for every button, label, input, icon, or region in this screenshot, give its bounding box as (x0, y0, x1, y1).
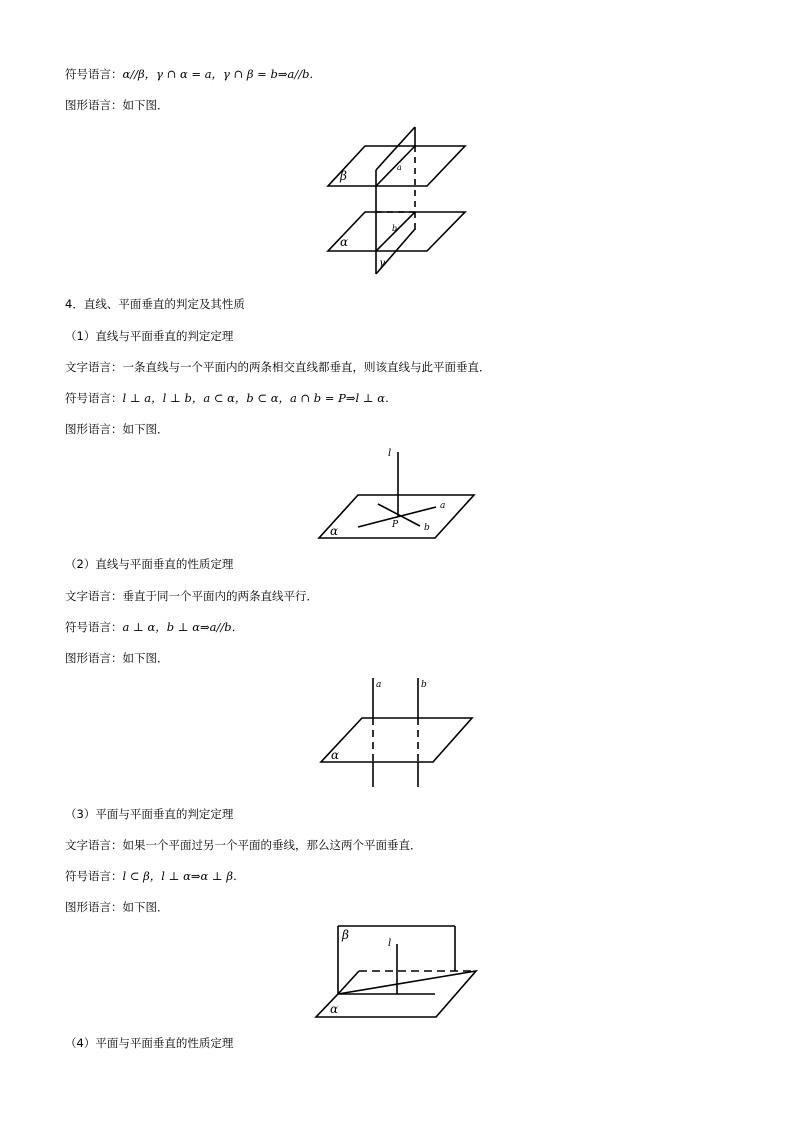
symbol-language-label: 符号语言： (65, 391, 123, 405)
figure-language-text: 如下图． (122, 900, 169, 914)
subsection-title-2: （2）直线与平面垂直的性质定理 (65, 557, 234, 571)
symbol-language-formula: a ⊥ α，b ⊥ α⇒a//b． (122, 620, 244, 634)
section-heading: 4．直线、平面垂直的判定及其性质 (65, 297, 245, 311)
fig-label-b: b (392, 224, 398, 233)
text-language-content: 垂直于同一个平面内的两条直线平行． (122, 589, 318, 603)
text-language-label: 文字语言： (65, 589, 123, 603)
figure-language-label: 图形语言： (65, 422, 123, 436)
fig-label-beta: β (340, 169, 347, 183)
fig-label-gamma: γ (379, 258, 385, 269)
fig-label-l: l (388, 448, 392, 459)
fig-label-l: l (388, 938, 392, 949)
symbol-language-formula: l ⊥ a，l ⊥ b，a ⊂ α，b ⊂ α，a ∩ b = P⇒l ⊥ α． (122, 391, 397, 405)
fig-label-b: b (421, 680, 427, 690)
fig-label-a: a (440, 501, 446, 511)
subsection-title-4: （4）平面与平面垂直的性质定理 (65, 1036, 234, 1050)
figure-language-label: 图形语言： (65, 900, 123, 914)
symbol-language-label: 符号语言： (65, 869, 123, 883)
fig-label-alpha: α (330, 1002, 339, 1016)
figure-language-text: 如下图． (122, 422, 169, 436)
fig-label-alpha: α (331, 748, 340, 762)
text-language-label: 文字语言： (65, 360, 123, 374)
subsection-title-1: （1）直线与平面垂直的判定定理 (65, 329, 234, 343)
fig-label-P: P (392, 520, 399, 530)
text-language-content: 一条直线与一个平面内的两条相交直线都垂直，则该直线与此平面垂直． (122, 360, 491, 374)
figure-language-text: 如下图． (122, 651, 169, 665)
fig-label-a: a (397, 163, 402, 172)
text-language-label: 文字语言： (65, 838, 123, 852)
symbol-language-label: 符号语言： (65, 620, 123, 634)
symbol-language-label: 符号语言： (65, 67, 123, 81)
fig-label-alpha: α (340, 235, 349, 249)
fig-label-beta: β (342, 928, 349, 942)
subsection-title-3: （3）平面与平面垂直的判定定理 (65, 807, 234, 821)
symbol-language-formula: l ⊂ β，l ⊥ α⇒α ⊥ β． (122, 869, 245, 883)
fig-label-b: b (424, 523, 430, 533)
figure-language-label: 图形语言： (65, 98, 123, 112)
figure-language-text: 如下图． (122, 98, 169, 112)
fig-label-a: a (376, 680, 382, 690)
symbol-language-formula: α//β，γ ∩ α = a，γ ∩ β = b⇒a//b． (122, 67, 321, 81)
figure-language-label: 图形语言： (65, 651, 123, 665)
fig-label-alpha: α (330, 524, 339, 538)
text-language-content: 如果一个平面过另一个平面的垂线，那么这两个平面垂直． (122, 838, 422, 852)
